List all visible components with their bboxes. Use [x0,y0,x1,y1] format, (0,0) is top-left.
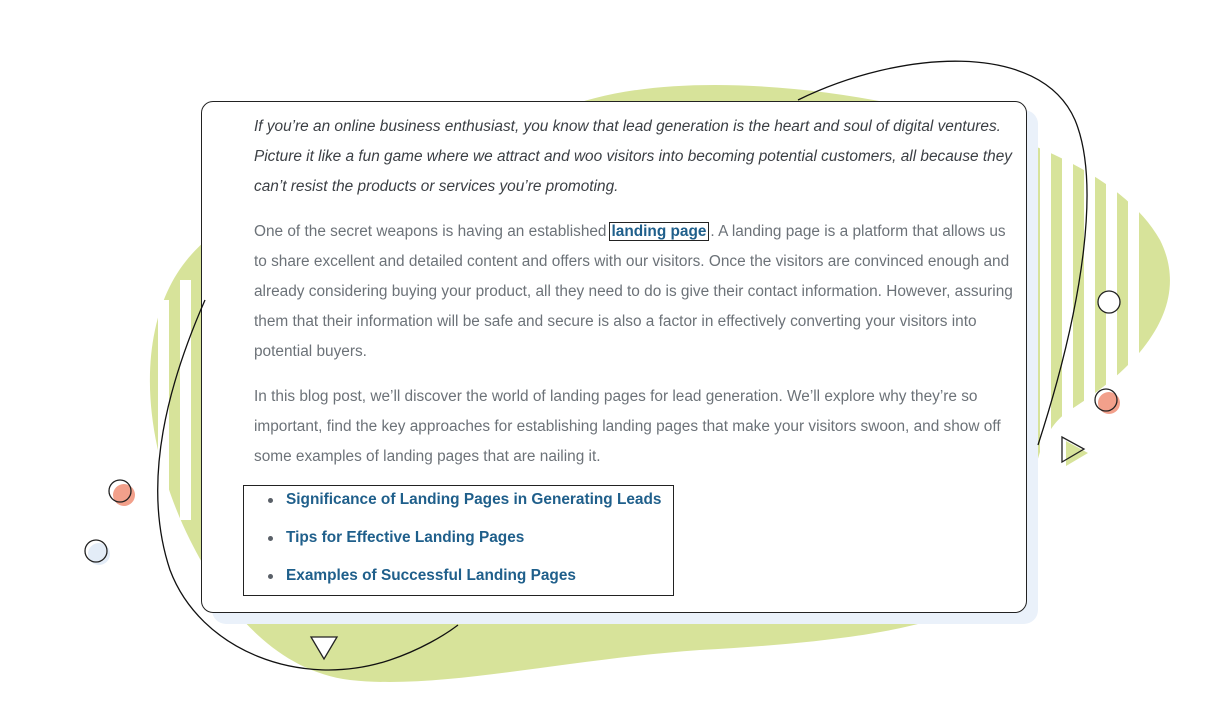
landing-page-link[interactable]: landing page [609,222,710,241]
bullet-icon [268,536,273,541]
bullet-icon [268,498,273,503]
table-of-contents [243,485,674,596]
paragraph-1-text-end: . A landing page is a platform that allows us to share excellent and detailed content and offers with our visitors. Once the visitors are convinced enough and already considering buying your product, all they need to do is give their contact information. However, assuring them that their information will be safe and secure is also a factor in effectively converting your visitors into potential buyers. [254,223,1013,360]
toc-item-tips [268,526,661,564]
article-intro: If you’re an online business enthusiast, you know that lead generation is the heart and soul of digital ventures. Picture it like a fun game where we attract and woo visitors into becoming potential customers, all because they can’t resist the products or services you’re promoting. [254,118,1012,195]
toc-link-tips[interactable]: Tips for Effective Landing Pages [286,529,525,546]
toc-item-examples [268,564,661,602]
article-paragraph-2: In this blog post, we’ll discover the world of landing pages for lead generation. We’ll explore why they’re so important, find the key approaches for establishing landing pages that make your visitors swoon, and show off some examples of landing pages that are nailing it. [254,388,1001,465]
blog-excerpt-card [201,101,1027,613]
article-paragraph-1 [254,217,1014,367]
toc-item-significance [268,488,661,526]
paragraph-1-text-start: One of the secret weapons is having an established [254,223,607,240]
bullet-icon [268,574,273,579]
article-content [254,112,1014,487]
toc-list [268,488,661,602]
toc-link-significance[interactable]: Significance of Landing Pages in Generating Leads [286,491,662,508]
toc-link-examples[interactable]: Examples of Successful Landing Pages [286,567,576,584]
